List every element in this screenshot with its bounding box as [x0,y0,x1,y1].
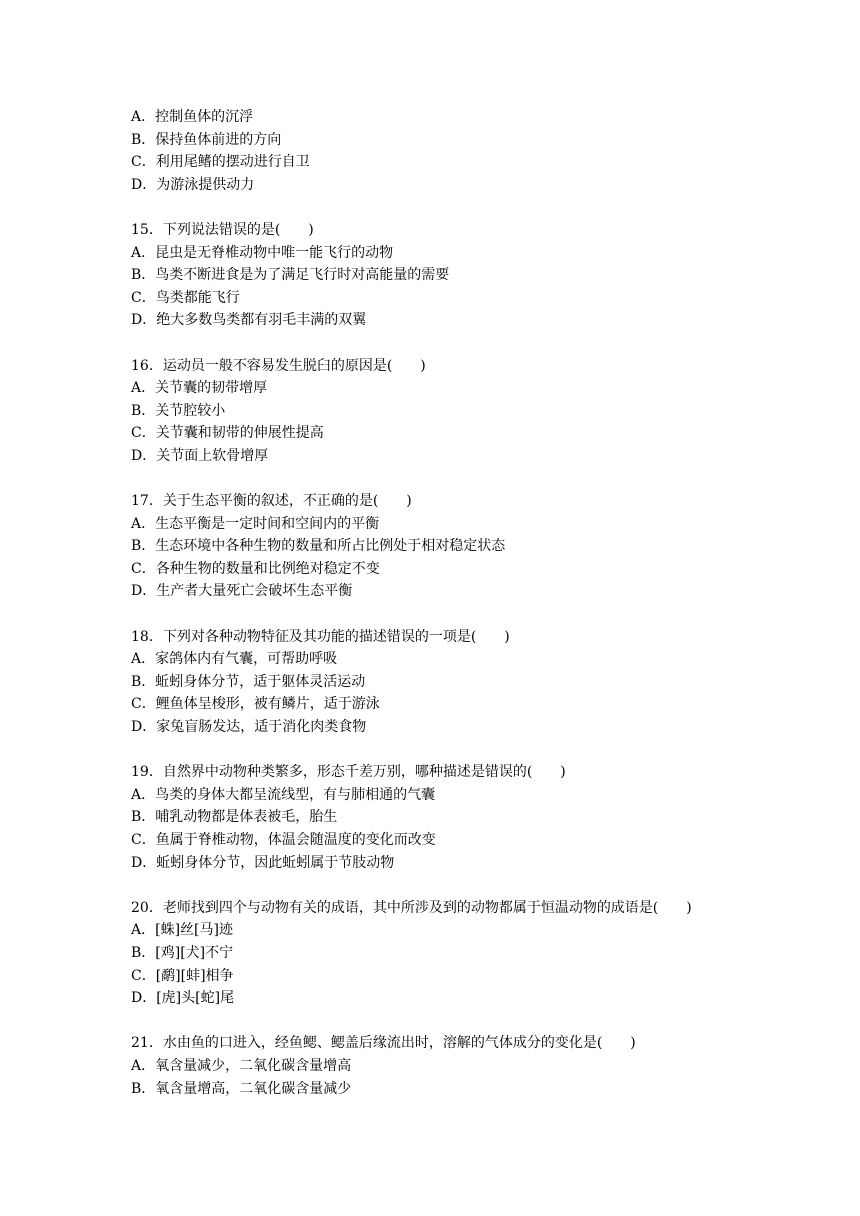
option-d: D．家兔盲肠发达，适于消化肉类食物 [131,719,367,736]
question-block-15 [131,219,771,332]
question-text: 21．水由鱼的口进入，经鱼鳃、鳃盖后缘流出时，溶解的气体成分的变化是( ) [131,1035,636,1052]
question-text: 19．自然界中动物种类繁多，形态千差万别，哪种描述是错误的( ) [131,764,566,781]
option-b: B．氧含量增高，二氧化碳含量减少 [131,1080,352,1097]
option-a: A．控制鱼体的沉浮 [131,109,254,125]
option-c: C．各种生物的数量和比例绝对稳定不变 [131,560,380,577]
question-text: 18．下列对各种动物特征及其功能的描述错误的一项是( ) [131,628,510,645]
option-d: D．[虎]头[蛇]尾 [131,990,235,1007]
option-a: A．昆虫是无脊椎动物中唯一能飞行的动物 [131,244,394,261]
question-text: 20．老师找到四个与动物有关的成语，其中所涉及到的动物都属于恒温动物的成语是( ) [131,899,692,916]
option-a: A．生态平衡是一定时间和空间内的平衡 [131,515,380,532]
question-text: 17．关于生态平衡的叙述，不正确的是( ) [131,493,412,510]
question-block-16 [131,355,771,468]
option-b: B．鸟类不断进食是为了满足飞行时对高能量的需要 [131,267,450,284]
question-block-21 [131,1032,771,1100]
option-d: D．关节面上软骨增厚 [131,447,269,464]
question-block-20 [131,897,771,1010]
question-block-18 [131,626,771,739]
option-a: A．家鸽体内有气囊，可帮助呼吸 [131,651,338,668]
option-c: C．鱼属于脊椎动物，体温会随温度的变化而改变 [131,832,436,848]
option-d: D．生产者大量死亡会破坏生态平衡 [131,583,353,600]
option-d: D．为游泳提供动力 [131,176,255,193]
option-b: B．蚯蚓身体分节，适于躯体灵活运动 [131,673,366,690]
option-c: C．鸟类都能飞行 [131,289,240,306]
question-text: 15．下列说法错误的是( ) [131,221,314,238]
question-block-17 [131,490,771,603]
option-c: C．利用尾鳍的摆动进行自卫 [131,154,310,171]
question-list [131,106,771,1100]
option-b: B．关节腔较小 [131,402,226,419]
option-b: B．哺乳动物都是体表被毛，胎生 [131,809,338,826]
option-b: B．[鸡][犬]不宁 [131,944,234,961]
option-d: D．蚯蚓身体分节，因此蚯蚓属于节肢动物 [131,854,395,871]
option-b: B．生态环境中各种生物的数量和所占比例处于相对稳定状态 [131,538,506,555]
option-a: A．鸟类的身体大都呈流线型，有与肺相通的气囊 [131,786,436,803]
option-c: C．关节囊和韧带的伸展性提高 [131,425,324,442]
question-block-14-options [131,106,771,196]
question-text: 16．运动员一般不容易发生脱臼的原因是( ) [131,357,426,374]
option-c: C．[鹬][蚌]相争 [131,967,234,984]
option-a: A．[蛛]丝[马]迹 [131,922,233,939]
option-d: D．绝大多数鸟类都有羽毛丰满的双翼 [131,312,367,329]
option-b: B．保持鱼体前进的方向 [131,131,282,148]
option-a: A．氧含量减少，二氧化碳含量增高 [131,1057,352,1074]
option-c: C．鲤鱼体呈梭形，被有鳞片，适于游泳 [131,696,380,713]
option-a: A．关节囊的韧带增厚 [131,380,268,397]
question-block-19 [131,761,771,874]
